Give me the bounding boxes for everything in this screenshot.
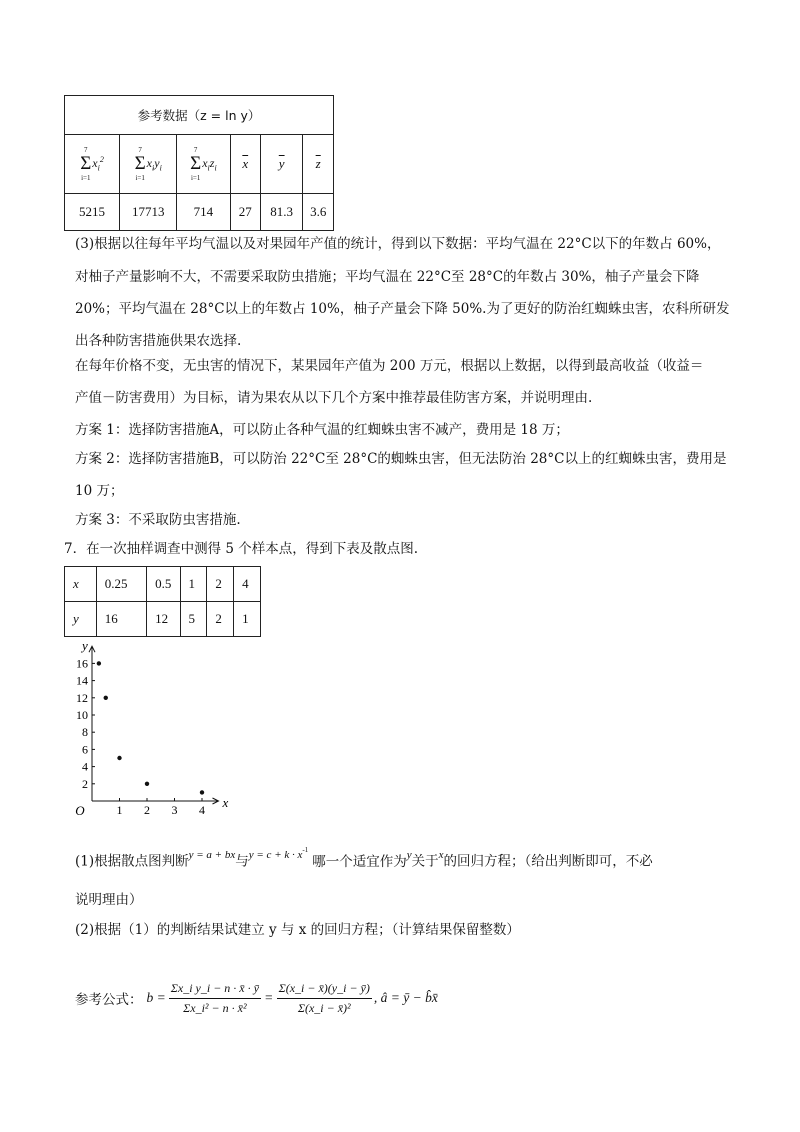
y-tick-label-3: 8 — [82, 725, 88, 740]
plan2-line1: 方案 2：选择防害措施B，可以防治 22°C至 28°C的蜘蛛虫害，但无法防治 28°C以上的红蜘蛛虫害，费用是 — [75, 451, 727, 467]
reference-data-table — [64, 95, 334, 231]
formula-equals: = — [264, 990, 273, 1005]
variable-x: x — [438, 848, 444, 861]
sample-x-0: 0.25 — [96, 567, 146, 602]
q7-part1-text-d: 关于 — [411, 853, 439, 870]
value-y-bar: 81.3 — [260, 194, 302, 231]
data-point-0 — [97, 661, 101, 665]
y-tick-label-7: 16 — [76, 656, 88, 671]
sample-x-1: 0.5 — [147, 567, 180, 602]
sample-y-2: 5 — [180, 602, 207, 637]
x-tick-label-2: 3 — [171, 803, 178, 817]
header-sum-xz: 7 Σ i=1 $x_iz_i$ — [177, 135, 230, 194]
p4-line1: 在每年价格不变，无虫害的情况下，某果园年产值为 200 万元，根据以上数据，以得到最高收益（收益＝ — [75, 358, 704, 374]
origin-label: O — [75, 803, 85, 818]
formula-a-hat: , â = ȳ − b̂x̄ — [373, 990, 438, 1005]
equation-reciprocal: y = c + k · x — [248, 848, 303, 861]
p3-line2: 对柚子产量影响不大，不需要采取防虫措施；平均气温在 22°C至 28°C的年数占 30%，柚子产量会下降 — [75, 269, 700, 285]
data-point-1 — [104, 696, 108, 700]
sample-row-y-label: y — [65, 602, 97, 637]
q7-part1-text-a: (1)根据散点图判断 — [75, 853, 189, 870]
q7-part2: (2)根据（1）的判断结果试建立 y 与 x 的回归方程；（计算结果保留整数） — [75, 922, 520, 938]
p3-line3: 20%；平均气温在 28°C以上的年数占 10%，柚子产量会下降 50%.为了更好的防治红蜘蛛虫害，农科所研发 — [75, 301, 730, 317]
plan3: 方案 3：不采取防虫害措施. — [75, 512, 241, 528]
x-tick-label-0: 1 — [116, 803, 123, 817]
p4-line2: 产值－防害费用）为目标，请为果农从以下几个方案中推荐最佳防害方案，并说明理由. — [75, 390, 593, 406]
data-point-2 — [117, 756, 121, 760]
plan2-line2: 10 万； — [75, 483, 124, 499]
formula-numerator-1: Σx_i y_i − n · x̄ · ȳ — [169, 981, 261, 999]
variable-y: y — [406, 848, 412, 861]
q7-part1-line2: 说明理由） — [75, 892, 143, 908]
formula-denominator-2: Σ(x_i − x̄)² — [297, 1000, 351, 1015]
formula-b: b = — [146, 990, 166, 1005]
sample-table — [64, 566, 261, 637]
reference-table-title: 参考数据（z = ln y） — [65, 96, 334, 135]
header-sum-x-squared: 7 Σ i=1 $x_i^2$ — [65, 135, 120, 194]
y-axis-label: y — [82, 638, 88, 654]
y-tick-label-5: 12 — [76, 690, 88, 705]
header-sum-xy: 7 Σ i=1 $x_iy_i$ — [120, 135, 177, 194]
sample-x-4: 4 — [234, 567, 261, 602]
y-tick-label-0: 2 — [82, 776, 88, 791]
sample-x-3: 2 — [207, 567, 234, 602]
header-x-bar: $\overline{x}$ — [230, 135, 260, 194]
formula-fraction-2 — [277, 981, 372, 1016]
formula-denominator-1: Σx_i² − n · x̄² — [183, 1000, 247, 1015]
value-sum-xz: 714 — [177, 194, 230, 231]
equation-linear: y = a + bx — [188, 848, 236, 861]
data-point-4 — [200, 790, 204, 794]
p3-line1: (3)根据以往每年平均气温以及对果园年产值的统计，得到以下数据：平均气温在 22°C以下的年数占 60%， — [75, 236, 721, 252]
y-tick-label-6: 14 — [76, 673, 88, 688]
reference-formula — [75, 958, 438, 1038]
q7-part1-text-e: 的回归方程；（给出判断即可，不必 — [443, 853, 653, 870]
q7-part1-text-c: 哪一个适宜作为 — [312, 853, 407, 870]
scatter-plot — [60, 632, 240, 822]
sample-y-4: 1 — [234, 602, 261, 637]
p3-line4: 出各种防害措施供果农选择. — [75, 333, 242, 349]
value-sum-x-squared: 5215 — [65, 194, 120, 231]
y-tick-label-4: 10 — [76, 708, 88, 722]
y-tick-label-2: 6 — [82, 742, 88, 757]
sample-x-2: 1 — [180, 567, 207, 602]
value-x-bar: 27 — [230, 194, 260, 231]
x-axis-label: x — [222, 795, 229, 810]
data-point-3 — [145, 782, 149, 786]
sample-row-x-label: x — [65, 567, 97, 602]
formula-fraction-1 — [169, 981, 261, 1016]
header-y-bar: $\overline{y}$ — [260, 135, 302, 194]
q7-part1-text-b: 与 — [235, 853, 249, 870]
y-tick-label-1: 4 — [82, 759, 88, 774]
sample-y-3: 2 — [207, 602, 234, 637]
question-7: 7．在一次抽样调查中测得 5 个样本点，得到下表及散点图. — [64, 541, 419, 557]
x-tick-label-3: 4 — [199, 803, 205, 817]
equation-reciprocal-exponent: -1 — [302, 846, 309, 854]
formula-numerator-2: Σ(x_i − x̄)(y_i − ȳ) — [277, 981, 372, 999]
formula-label: 参考公式： — [75, 992, 143, 1008]
sample-y-1: 12 — [147, 602, 180, 637]
sample-y-0: 16 — [96, 602, 146, 637]
value-sum-xy: 17713 — [120, 194, 177, 231]
value-z-bar: 3.6 — [303, 194, 334, 231]
header-z-bar: $\overline{z}$ — [303, 135, 334, 194]
x-tick-label-1: 2 — [144, 803, 150, 817]
plan1: 方案 1：选择防害措施A，可以防止各种气温的红蜘蛛虫害不减产，费用是 18 万； — [75, 422, 569, 438]
q7-part1-line1 — [75, 848, 735, 872]
